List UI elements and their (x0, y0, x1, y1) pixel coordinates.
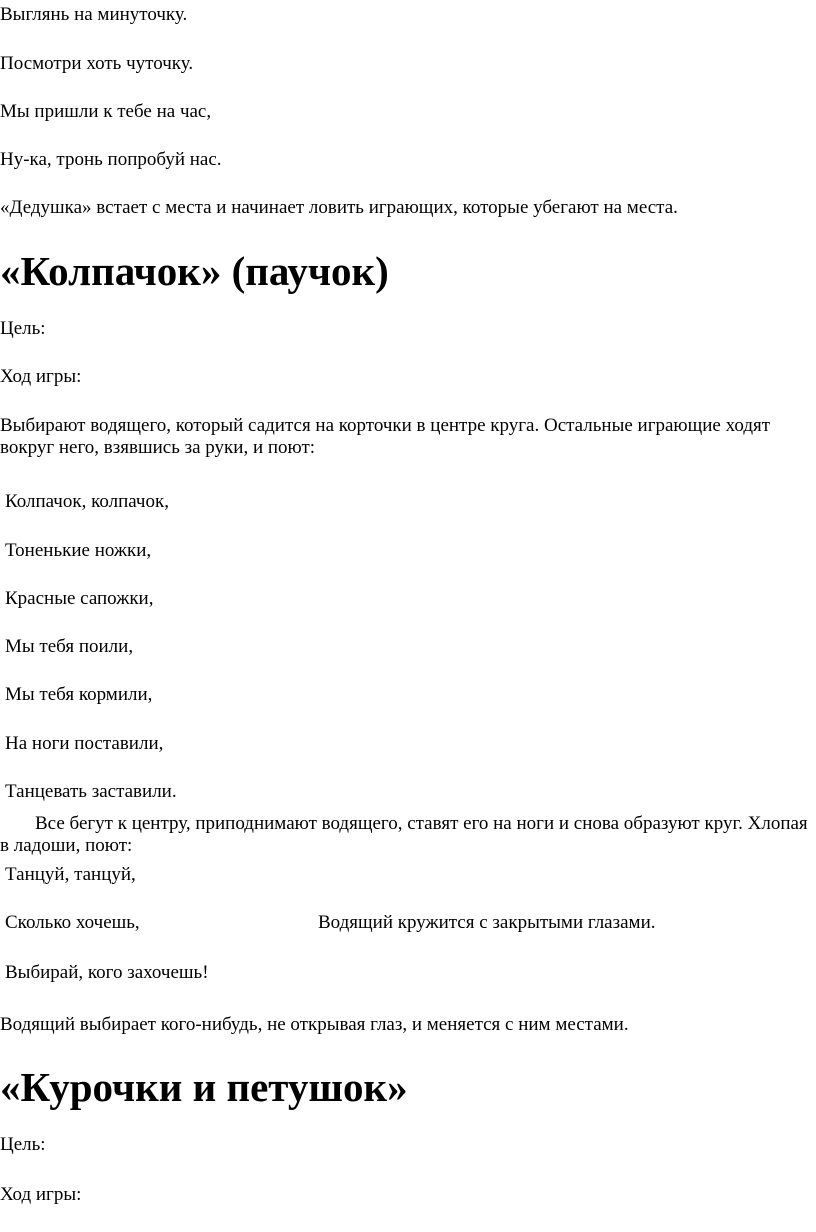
poem-line: Выглянь на минуточку. (0, 4, 188, 25)
song-line: Танцуй, танцуй, (5, 864, 136, 885)
action-paragraph: «Дедушка» встает с места и начинает ловить играющих, которые убегают на места. (0, 197, 678, 218)
song-line: Красные сапожки, (5, 588, 154, 609)
section-title: «Курочки и петушок» (0, 1064, 408, 1110)
course-label: Ход игры: (0, 366, 82, 387)
goal-label: Цель: (0, 318, 46, 339)
song-line: Тоненькие ножки, (5, 540, 152, 561)
song-line: Мы тебя кормили, (5, 684, 153, 705)
song-line: Сколько хочешь, (5, 912, 140, 933)
song-line: На ноги поставили, (5, 733, 164, 754)
middle-paragraph: Все бегут к центру, приподнимают водящего, ставят его на ноги и снова образуют круг. Хлопая в ладоши, поют: (0, 813, 808, 856)
song-line: Мы тебя поили, (5, 636, 134, 657)
song-line: Танцевать заставили. (5, 781, 177, 802)
song-line: Выбирай, кого захочешь! (5, 962, 209, 983)
ending-paragraph: Водящий выбирает кого-нибудь, не открывая глаз, и меняется с ним местами. (0, 1014, 629, 1035)
goal-label: Цель: (0, 1134, 46, 1155)
poem-line: Посмотри хоть чуточку. (0, 53, 194, 74)
course-label: Ход игры: (0, 1184, 82, 1205)
side-note: Водящий кружится с закрытыми глазами. (318, 912, 656, 933)
song-line: Колпачок, колпачок, (5, 491, 169, 512)
poem-line: Ну-ка, тронь попробуй нас. (0, 149, 222, 170)
section-title: «Колпачок» (паучок) (0, 248, 389, 294)
description-paragraph: Выбирают водящего, который садится на корточки в центре круга. Остальные играющие ходят вокруг него, взявшись за руки, и поют: (0, 415, 771, 458)
poem-line: Мы пришли к тебе на час, (0, 101, 212, 122)
